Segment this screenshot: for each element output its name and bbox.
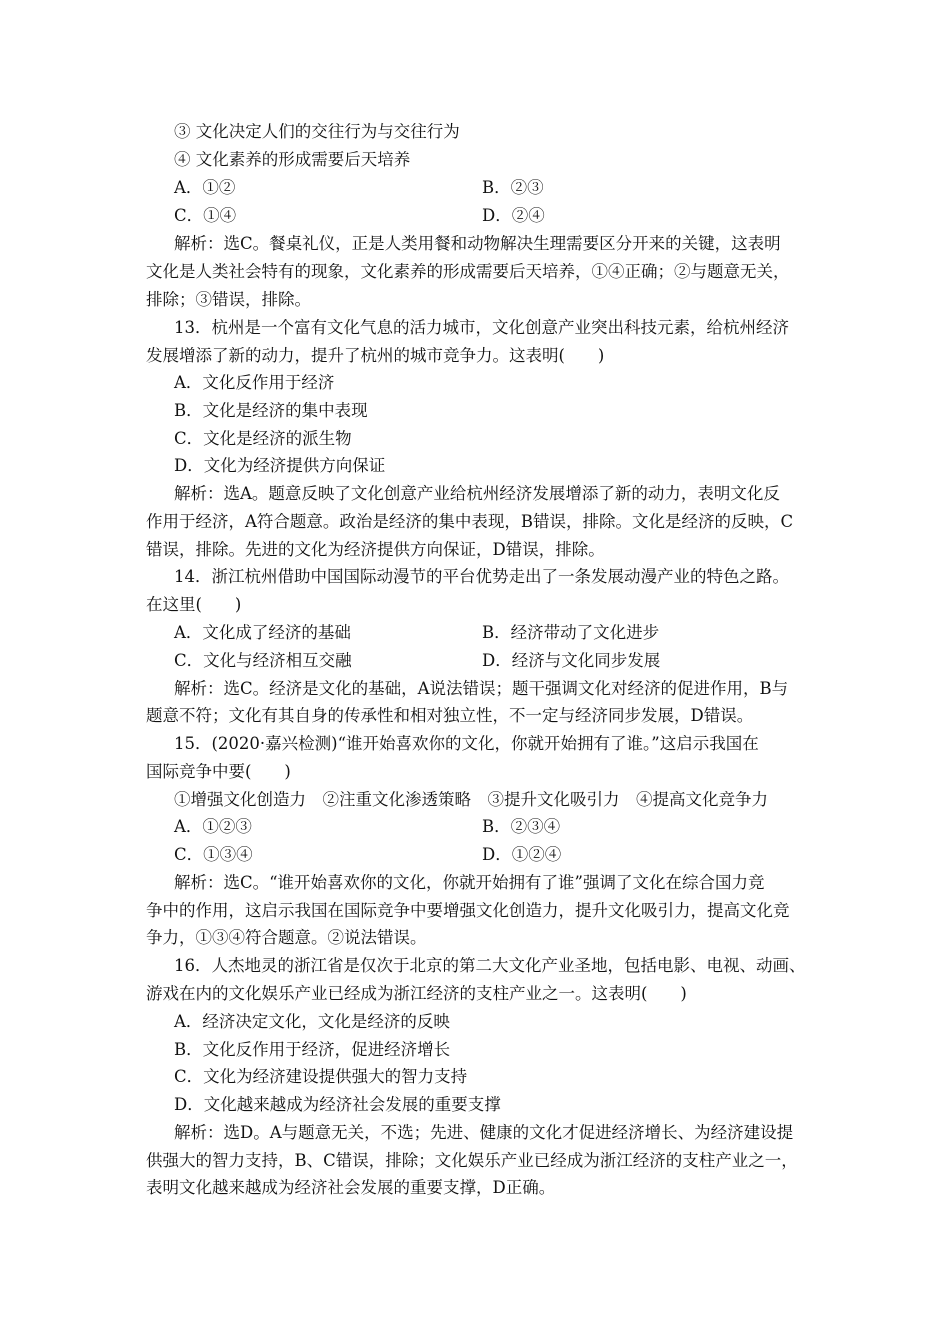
q13-analysis-line: 错误，排除。先进的文化为经济提供方向保证，D错误，排除。 [146, 540, 605, 559]
q12-analysis-line: 排除；③错误，排除。 [146, 290, 311, 309]
q14-choice-d: D．经济与文化同步发展 [482, 651, 661, 670]
q14-choice-c: C．文化与经济相互交融 [174, 651, 352, 670]
q15-analysis-line: 争中的作用，这启示我国在国际竞争中要增强文化创造力，提升文化吸引力，提高文化竞 [146, 901, 790, 920]
q16-stem-line: 游戏在内的文化娱乐产业已经成为浙江经济的支柱产业之一。这表明( ) [146, 984, 687, 1003]
q13-option-b: B．文化是经济的集中表现 [174, 401, 368, 420]
q12-analysis-line: 文化是人类社会特有的现象，文化素养的形成需要后天培养，①④正确；②与题意无关， [146, 262, 790, 281]
q15-items: ①增强文化创造力 ②注重文化渗透策略 ③提升文化吸引力 ④提高文化竞争力 [174, 790, 768, 809]
q16-analysis-line: 表明文化越来越成为经济社会发展的重要支撑，D正确。 [146, 1178, 556, 1197]
q13-option-a: A．文化反作用于经济 [174, 373, 335, 392]
q15-analysis-line: 解析：选C。“谁开始喜欢你的文化，你就开始拥有了谁”强调了文化在综合国力竞 [174, 873, 765, 892]
q13-option-d: D．文化为经济提供方向保证 [174, 456, 386, 475]
q13-stem-line: 发展增添了新的动力，提升了杭州的城市竞争力。这表明( ) [146, 346, 605, 365]
q12-choice-b: B．②③ [482, 178, 544, 197]
q15-stem-line: 国际竞争中要( ) [146, 762, 291, 781]
q15-choice-a: A．①②③ [174, 817, 252, 836]
q15-choice-b: B．②③④ [482, 817, 561, 836]
q13-analysis-line: 作用于经济，A符合题意。政治是经济的集中表现，B错误，排除。文化是经济的反映，C [146, 512, 794, 531]
q16-analysis-line: 解析：选D。A与题意无关，不选；先进、健康的文化才促进经济增长、为经济建设提 [174, 1123, 794, 1142]
q12-choice-c: C．①④ [174, 206, 237, 225]
q16-option-b: B．文化反作用于经济，促进经济增长 [174, 1040, 451, 1059]
q14-analysis-line: 题意不符；文化有其自身的传承性和相对独立性，不一定与经济同步发展，D错误。 [146, 706, 754, 725]
q16-analysis-line: 供强大的智力支持，B、C错误，排除；文化娱乐产业已经成为浙江经济的支柱产业之一， [146, 1151, 798, 1170]
q15-stem-line: 15．(2020·嘉兴检测)“谁开始喜欢你的文化，你就开始拥有了谁。”这启示我国在 [174, 734, 759, 753]
q13-stem-line: 13．杭州是一个富有文化气息的活力城市，文化创意产业突出科技元素，给杭州经济 [174, 318, 789, 337]
q15-analysis-line: 争力，①③④符合题意。②说法错误。 [146, 928, 427, 947]
q14-stem-line: 在这里( ) [146, 595, 242, 614]
q16-option-d: D．文化越来越成为经济社会发展的重要支撑 [174, 1095, 501, 1114]
q16-option-a: A．经济决定文化，文化是经济的反映 [174, 1012, 450, 1031]
q13-option-c: C．文化是经济的派生物 [174, 429, 352, 448]
q12-option-3: ③ 文化决定人们的交往行为与交往行为 [174, 122, 460, 141]
q14-analysis-line: 解析：选C。经济是文化的基础，A说法错误；题干强调文化对经济的促进作用，B与 [174, 679, 789, 698]
q15-choice-c: C．①③④ [174, 845, 253, 864]
q14-stem-line: 14．浙江杭州借助中国国际动漫节的平台优势走出了一条发展动漫产业的特色之路。 [174, 567, 789, 586]
q12-choice-d: D．②④ [482, 206, 545, 225]
q12-choice-a: A．①② [174, 178, 236, 197]
q16-option-c: C．文化为经济建设提供强大的智力支持 [174, 1067, 468, 1086]
q14-choice-b: B．经济带动了文化进步 [482, 623, 660, 642]
q12-analysis-line: 解析：选C。餐桌礼仪，正是人类用餐和动物解决生理需要区分开来的关键，这表明 [174, 234, 781, 253]
q16-stem-line: 16．人杰地灵的浙江省是仅次于北京的第二大文化产业圣地，包括电影、电视、动画、 [174, 956, 806, 975]
q14-choice-a: A．文化成了经济的基础 [174, 623, 351, 642]
q13-analysis-line: 解析：选A。题意反映了文化创意产业给杭州经济发展增添了新的动力，表明文化反 [174, 484, 780, 503]
q15-choice-d: D．①②④ [482, 845, 562, 864]
q12-option-4: ④ 文化素养的形成需要后天培养 [174, 150, 411, 169]
